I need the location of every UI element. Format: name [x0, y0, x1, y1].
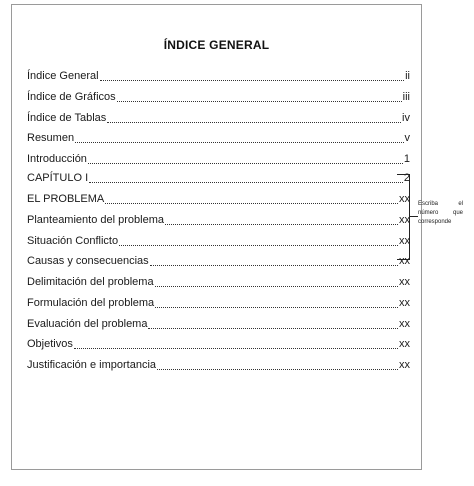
toc-entry-page: xx — [399, 255, 410, 267]
annotation-connector — [410, 216, 418, 217]
toc-entry-page: xx — [399, 193, 410, 205]
toc-entry — [27, 211, 410, 227]
toc-entry-page: xx — [399, 235, 410, 247]
dot-leader — [155, 285, 398, 287]
dot-leader — [107, 121, 401, 123]
toc-entry — [27, 294, 410, 310]
toc-entry-page: xx — [399, 297, 410, 309]
toc-entry — [27, 252, 410, 268]
toc-entry-label: Índice de Tablas — [27, 112, 107, 124]
dot-leader — [117, 100, 402, 102]
annotation-line: corresponde — [418, 219, 452, 225]
toc-entry — [27, 335, 410, 351]
document-sheet — [11, 4, 422, 470]
toc-entry-page: iv — [402, 112, 410, 124]
toc-entry-label: Justificación e importancia — [27, 359, 157, 371]
toc-entry-label: Planteamiento del problema — [27, 214, 164, 226]
dot-leader — [75, 141, 403, 143]
annotation-line: Escriba el — [418, 201, 463, 207]
toc-entry-page: iii — [402, 91, 410, 103]
toc-entry — [27, 356, 410, 372]
dot-leader — [148, 327, 398, 329]
annotation-bracket — [397, 174, 410, 260]
annotation-line: número que — [418, 210, 463, 216]
dot-leader — [165, 223, 398, 225]
toc-entry — [27, 169, 410, 185]
toc-entry-label: Causas y consecuencias — [27, 255, 149, 267]
toc-entry-page: xx — [399, 359, 410, 371]
toc-entry — [27, 88, 410, 104]
dot-leader — [100, 79, 405, 81]
dot-leader — [119, 244, 398, 246]
toc-entry — [27, 190, 410, 206]
toc-entry-label: Objetivos — [27, 338, 73, 350]
toc-entry — [27, 232, 410, 248]
dot-leader — [155, 306, 398, 308]
dot-leader — [150, 264, 398, 266]
toc-entry-label: Resumen — [27, 132, 75, 144]
toc-entry-page: xx — [399, 214, 410, 226]
toc-entry-label: CAPÍTULO I — [27, 172, 89, 184]
toc-entry — [27, 150, 410, 166]
toc-entry-page: 2 — [403, 172, 410, 184]
toc-entry-label: Formulación del problema — [27, 297, 155, 309]
toc-entry — [27, 273, 410, 289]
toc-entry-label: EL PROBLEMA — [27, 193, 105, 205]
toc-entry-page: ii — [405, 70, 410, 82]
dot-leader — [157, 368, 398, 370]
dot-leader — [74, 347, 398, 349]
toc-entry-page: xx — [399, 338, 410, 350]
toc-entry-label: Índice de Gráficos — [27, 91, 116, 103]
toc-entry-label: Situación Conflicto — [27, 235, 119, 247]
toc-entry-label: Introducción — [27, 153, 87, 165]
dot-leader — [105, 202, 398, 204]
dot-leader — [89, 181, 403, 183]
toc-entry-page: 1 — [403, 153, 410, 165]
toc-entry-label: Índice General — [27, 70, 99, 82]
toc-entry — [27, 315, 410, 331]
toc-entry-label: Delimitación del problema — [27, 276, 154, 288]
toc-entry — [27, 129, 410, 145]
toc-entry — [27, 67, 410, 83]
toc-entry-page: v — [404, 132, 410, 144]
toc-entry — [27, 109, 410, 125]
dot-leader — [88, 162, 403, 164]
toc-entry-page: xx — [399, 318, 410, 330]
toc-entry-label: Evaluación del problema — [27, 318, 148, 330]
annotation-note — [418, 200, 463, 227]
toc-entry-page: xx — [399, 276, 410, 288]
document-title: ÍNDICE GENERAL — [163, 38, 270, 52]
